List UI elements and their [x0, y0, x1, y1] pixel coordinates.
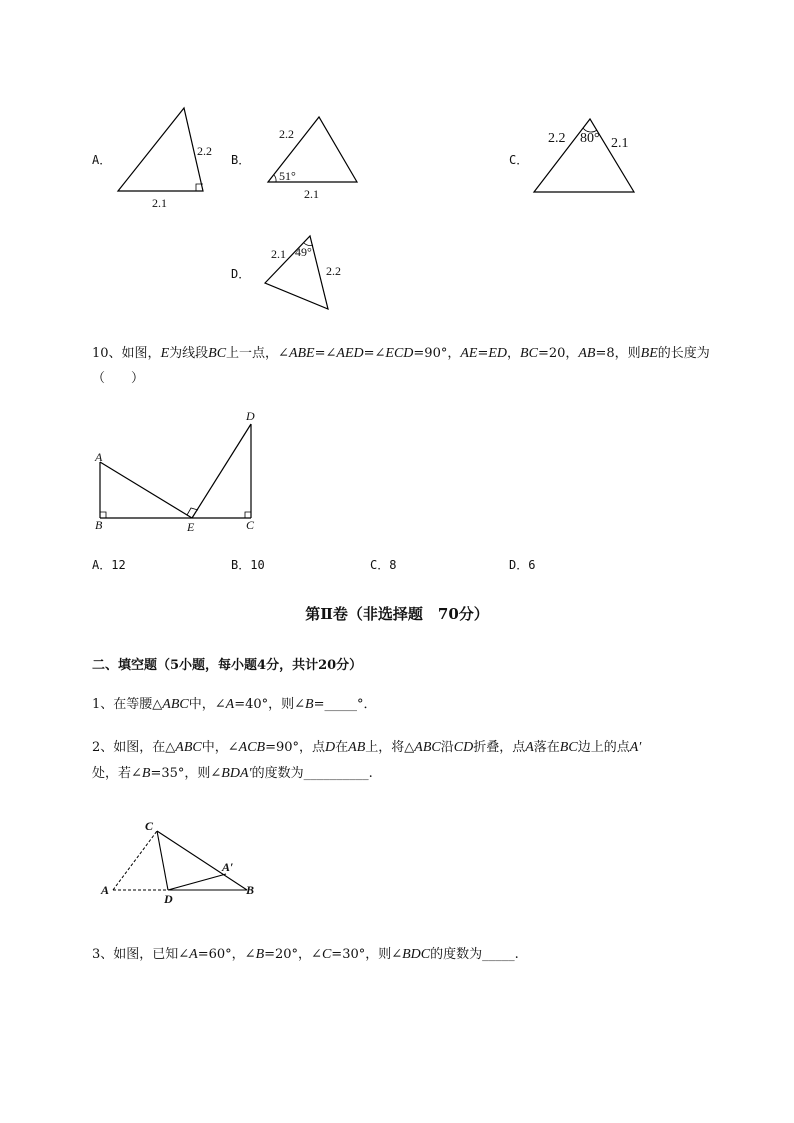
point-a-label: A: [95, 450, 103, 464]
fill-question-3: 3、如图，已知∠A=60°，∠B=20°，∠C=30°，则∠BDC的度数为_____.: [92, 947, 519, 962]
q10-option-c: C．8: [370, 558, 397, 572]
fill-question-1: 1、在等腰△ABC中，∠A=40°，则∠B=_____°．: [92, 697, 377, 712]
q2-point-a-prime-label: A′: [222, 860, 234, 874]
triangle-d-side-right: 2.2: [326, 264, 341, 278]
triangle-a-side-bottom: 2.1: [152, 196, 167, 210]
q2-point-d-label: D: [164, 892, 173, 906]
option-d-label: D．: [231, 267, 251, 281]
option-b-label: B．: [231, 153, 251, 167]
point-c-label: C: [246, 518, 255, 532]
point-d-label: D: [246, 409, 255, 423]
triangle-c-side-left: 2.2: [548, 131, 566, 146]
triangle-c-side-right: 2.1: [611, 136, 629, 151]
q10-option-d: D．6: [509, 558, 536, 572]
triangle-a-side-right: 2.2: [197, 144, 212, 158]
question-10-text: 10、如图，E为线段BC上一点，∠ABE=∠AED=∠ECD=90°，AE=ED，BC=20，AB=8，则BE的长度为: [92, 346, 710, 361]
triangle-b-side-left: 2.2: [279, 127, 294, 141]
option-c-label: C．: [509, 153, 529, 167]
fill-question-2-line2: 处，若∠B=35°，则∠BDA′的度数为__________.: [92, 766, 373, 781]
triangle-d-side-left: 2.1: [271, 247, 286, 261]
point-e-label: E: [187, 520, 195, 534]
q2-point-c-label: C: [145, 819, 154, 833]
triangle-c-angle: 80°: [580, 131, 600, 146]
question-10-paren: （ ）: [92, 371, 145, 386]
triangle-d-angle: 49°: [295, 245, 312, 259]
triangle-b-angle: 51°: [279, 169, 296, 183]
fill-question-2-line1: 2、如图，在△ABC中，∠ACB=90°，点D在AB上，将△ABC沿CD折叠，点A落在BC边上的点A′: [92, 740, 642, 755]
triangle-b-side-bottom: 2.1: [304, 187, 319, 201]
q10-option-b: B．10: [231, 558, 265, 572]
q2-point-a-label: A: [101, 883, 110, 897]
option-a-label: A．: [92, 153, 112, 167]
q10-option-a: A．12: [92, 558, 126, 572]
section-2-title: 二、填空题（5小题，每小题4分，共计20分）: [92, 658, 363, 673]
point-b-label: B: [95, 518, 103, 532]
q2-point-b-label: B: [246, 883, 255, 897]
part-2-title: 第Ⅱ卷（非选择题 70分）: [305, 605, 489, 623]
